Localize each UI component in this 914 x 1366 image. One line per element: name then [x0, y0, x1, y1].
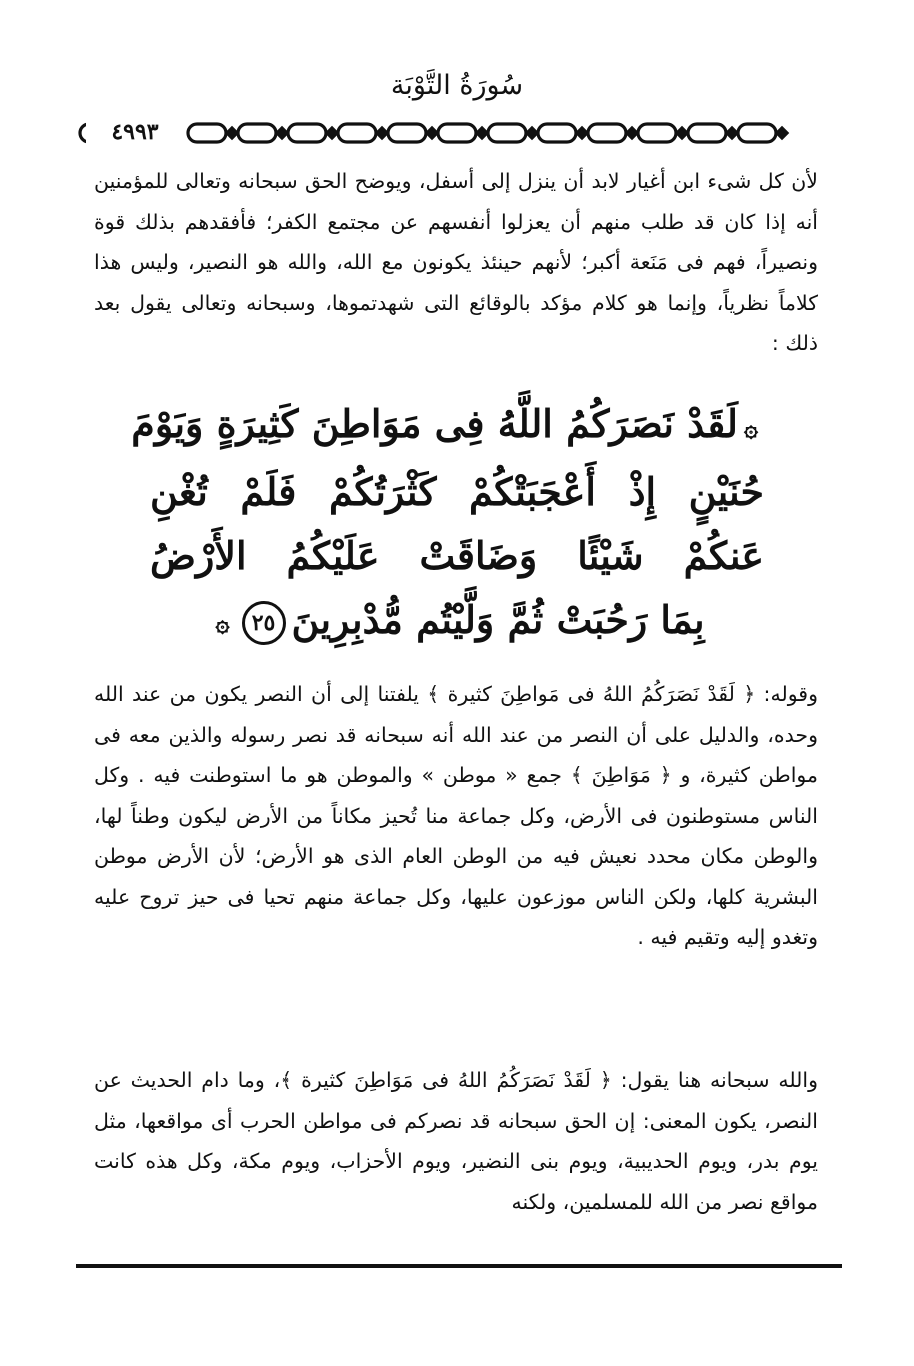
- surah-title: سُورَةُ التَّوْبَة: [390, 70, 524, 101]
- ornament-border: [78, 118, 840, 148]
- chain-link: [588, 124, 626, 142]
- quran-verse: [131, 392, 764, 655]
- chain-diamond: [577, 128, 587, 138]
- chain-diamond: [627, 128, 637, 138]
- chain-diamond: [527, 128, 537, 138]
- verse-line-3: عَنكُمْ شَيْئًا وَضَاقَتْ عَلَيْكُمُ الأَرْضُ: [150, 532, 764, 578]
- chain-link: [438, 124, 476, 142]
- footer-rule: [76, 1264, 842, 1268]
- chain-link: [538, 124, 576, 142]
- page-number: ٤٩٩٣: [86, 118, 184, 146]
- chain-link: [238, 124, 276, 142]
- verse-open-ornament-icon: ۞: [743, 412, 758, 442]
- verse-text: لَقَدْ نَصَرَكُمُ اللَّهُ فِى مَوَاطِنَ كَثِيرَةٍ وَيَوْمَ: [131, 401, 738, 446]
- verse-close-ornament-icon: ۞: [215, 608, 230, 637]
- chain-link: [688, 124, 726, 142]
- chain-diamond: [227, 128, 237, 138]
- chain-diamond: [427, 128, 437, 138]
- chain-link: [338, 124, 376, 142]
- paragraph-text: لأن كل شىء ابن أغيار لابد أن ينزل إلى أسفل، ويوضح الحق سبحانه وتعالى للمؤمنين أنه إذا كان قد طلب منهم أن يعزلوا أنفسهم عن مجتمع الكفر؛ فأفقدهم بذلك قوة ونصيراً، فهم فى مَنَعة أكبر؛ لأنهم حينئذ يكونون مع الله، والله هو النصير، وليس هذا كلاماً نظرياً، وإنما هو كلام مؤكد بالوقائع التى شهدتموها، وسبحانه وتعالى يقول بعد ذلك :: [94, 169, 818, 355]
- chain-link: [638, 124, 676, 142]
- paragraph-middle: [94, 674, 818, 958]
- chain-link: [188, 124, 226, 142]
- chain-diamond: [377, 128, 387, 138]
- chain-link: [738, 124, 776, 142]
- chain-link: [388, 124, 426, 142]
- paragraph-text: وقوله: ﴿ لَقَدْ نَصَرَكُمُ اللهُ فى مَواطِنَ كثيرة ﴾ يلفتنا إلى أن النصر يكون من عند الله وحده، والدليل على أن النصر من عند الله أنه سبحانه قد نصر رسوله والذين معه فى مواطن كثيرة، و ﴿ مَوَاطِنَ ﴾ جمع « موطن » والموطن هو ما استوطنت فيه . وكل الناس مستوطنون فى الأرض، وكل جماعة منا تُحيز مكاناً من الأرض ليكون وطناً لها، والوطن مكان محدد نعيش فيه من الوطن العام الذى هو الأرض؛ لأن الأرض موطن البشرية كلها، ولكن الناس موزعون عليها، وكل جماعة منهم تحيا فى حيز تروح عليه وتغدو إليه وتقيم فيه .: [94, 682, 818, 949]
- verse-line-4: [150, 588, 764, 656]
- paragraph-bottom: [94, 1060, 818, 1222]
- verse-text: بِمَا رَحُبَتْ ثُمَّ وَلَّيْتُم مُّدْبِرِينَ: [291, 596, 705, 642]
- paragraph-top: [94, 161, 818, 364]
- chain-diamond: [477, 128, 487, 138]
- chain-diamond: [727, 128, 737, 138]
- chain-diamond: [327, 128, 337, 138]
- verse-line-2: حُنَيْنٍ إِذْ أَعْجَبَتْكُمْ كَثْرَتُكُمْ فَلَمْ تُغْنِ: [150, 468, 764, 514]
- chain-link: [488, 124, 526, 142]
- ayah-number-marker: ٢٥: [242, 601, 286, 645]
- chain-diamond: [277, 128, 287, 138]
- verse-line-1: [131, 392, 764, 460]
- paragraph-text: والله سبحانه هنا يقول: ﴿ لَقَدْ نَصَرَكُمُ اللهُ فى مَوَاطِنَ كثيرة ﴾، وما دام الحديث عن النصر، يكون المعنى: إن الحق سبحانه قد نصركم فى مواطن الحرب أى مواقعها، مثل يوم بدر، ويوم الحديبية، ويوم بنى النضير، ويوم الأحزاب، ويوم مكة، وكل هذه كانت مواقع نصر من الله للمسلمين، ولكنه: [94, 1068, 818, 1214]
- chain-link: [288, 124, 326, 142]
- chain-diamond: [677, 128, 687, 138]
- chain-diamond: [777, 128, 787, 138]
